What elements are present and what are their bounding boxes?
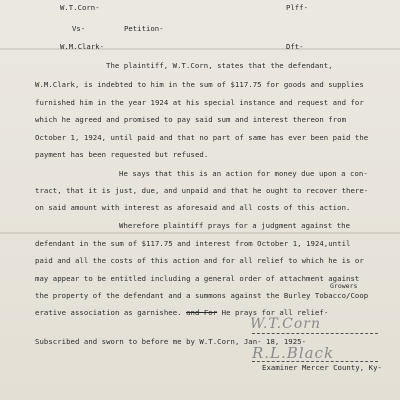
- body-line: W.M.Clark, is indebted to him in the sum of $117.75 for goods and supplies: [35, 80, 364, 89]
- body-line: payment has been requested but refused.: [35, 150, 209, 159]
- body-line: paid and all the costs of this action and for all relief to which he is or: [35, 256, 364, 265]
- body-line: furnished him in the year 1924 at his special instance and request and for: [35, 98, 364, 107]
- body-line-text: He prays for all relief-: [221, 308, 329, 317]
- body-line: tract, that it is just, due, and unpaid and that he ought to recover there-: [35, 186, 369, 195]
- body-line: defendant in the sum of $117.75 and interest from October 1, 1924,until: [35, 239, 351, 248]
- struck-text: and For: [186, 308, 218, 317]
- caption-petition: Petition-: [124, 24, 164, 33]
- body-line: may appear to be entitled including a general order of attachment against: [35, 274, 360, 283]
- jurat: Subscribed and sworn to before me by W.T.Corn, Jan- 18, 1925-: [35, 337, 307, 346]
- plaintiff-signature: W.T.Corn: [250, 316, 321, 332]
- caption-defendant: W.M.Clark-: [60, 42, 104, 51]
- body-line-text: erative association as garnishee.: [35, 308, 182, 317]
- caption-vs: Vs-: [72, 24, 86, 33]
- handwritten-insertion: Growers: [330, 282, 358, 290]
- examiner-signature-line: [252, 361, 378, 362]
- body-line: He says that this is an action for money due upon a con-: [119, 169, 368, 178]
- paper-fold: [0, 232, 400, 234]
- examiner-signature: R.L.Black: [252, 344, 335, 362]
- plaintiff-signature-line: [252, 333, 378, 334]
- examiner-title: Examiner Mercer County, Ky-: [262, 363, 382, 372]
- body-line: Wherefore plaintiff prays for a judgment against the: [119, 221, 351, 230]
- body-line: October 1, 1924, until paid and that no part of same has ever been paid the: [35, 133, 369, 142]
- caption-defendant-role: Dft-: [286, 42, 304, 51]
- body-line: The plaintiff, W.T.Corn, states that the defendant,: [106, 61, 333, 70]
- body-line: the property of the defendant and a summons against the Burley Tobacco/Coop: [35, 291, 369, 300]
- caption-plaintiff: W.T.Corn-: [60, 3, 100, 12]
- body-line: which he agreed and promised to pay said sum and interest thereon from: [35, 115, 347, 124]
- body-line: on said amount with interest as aforesaid and all costs of this action.: [35, 203, 351, 212]
- caption-plaintiff-role: Plff-: [286, 3, 308, 12]
